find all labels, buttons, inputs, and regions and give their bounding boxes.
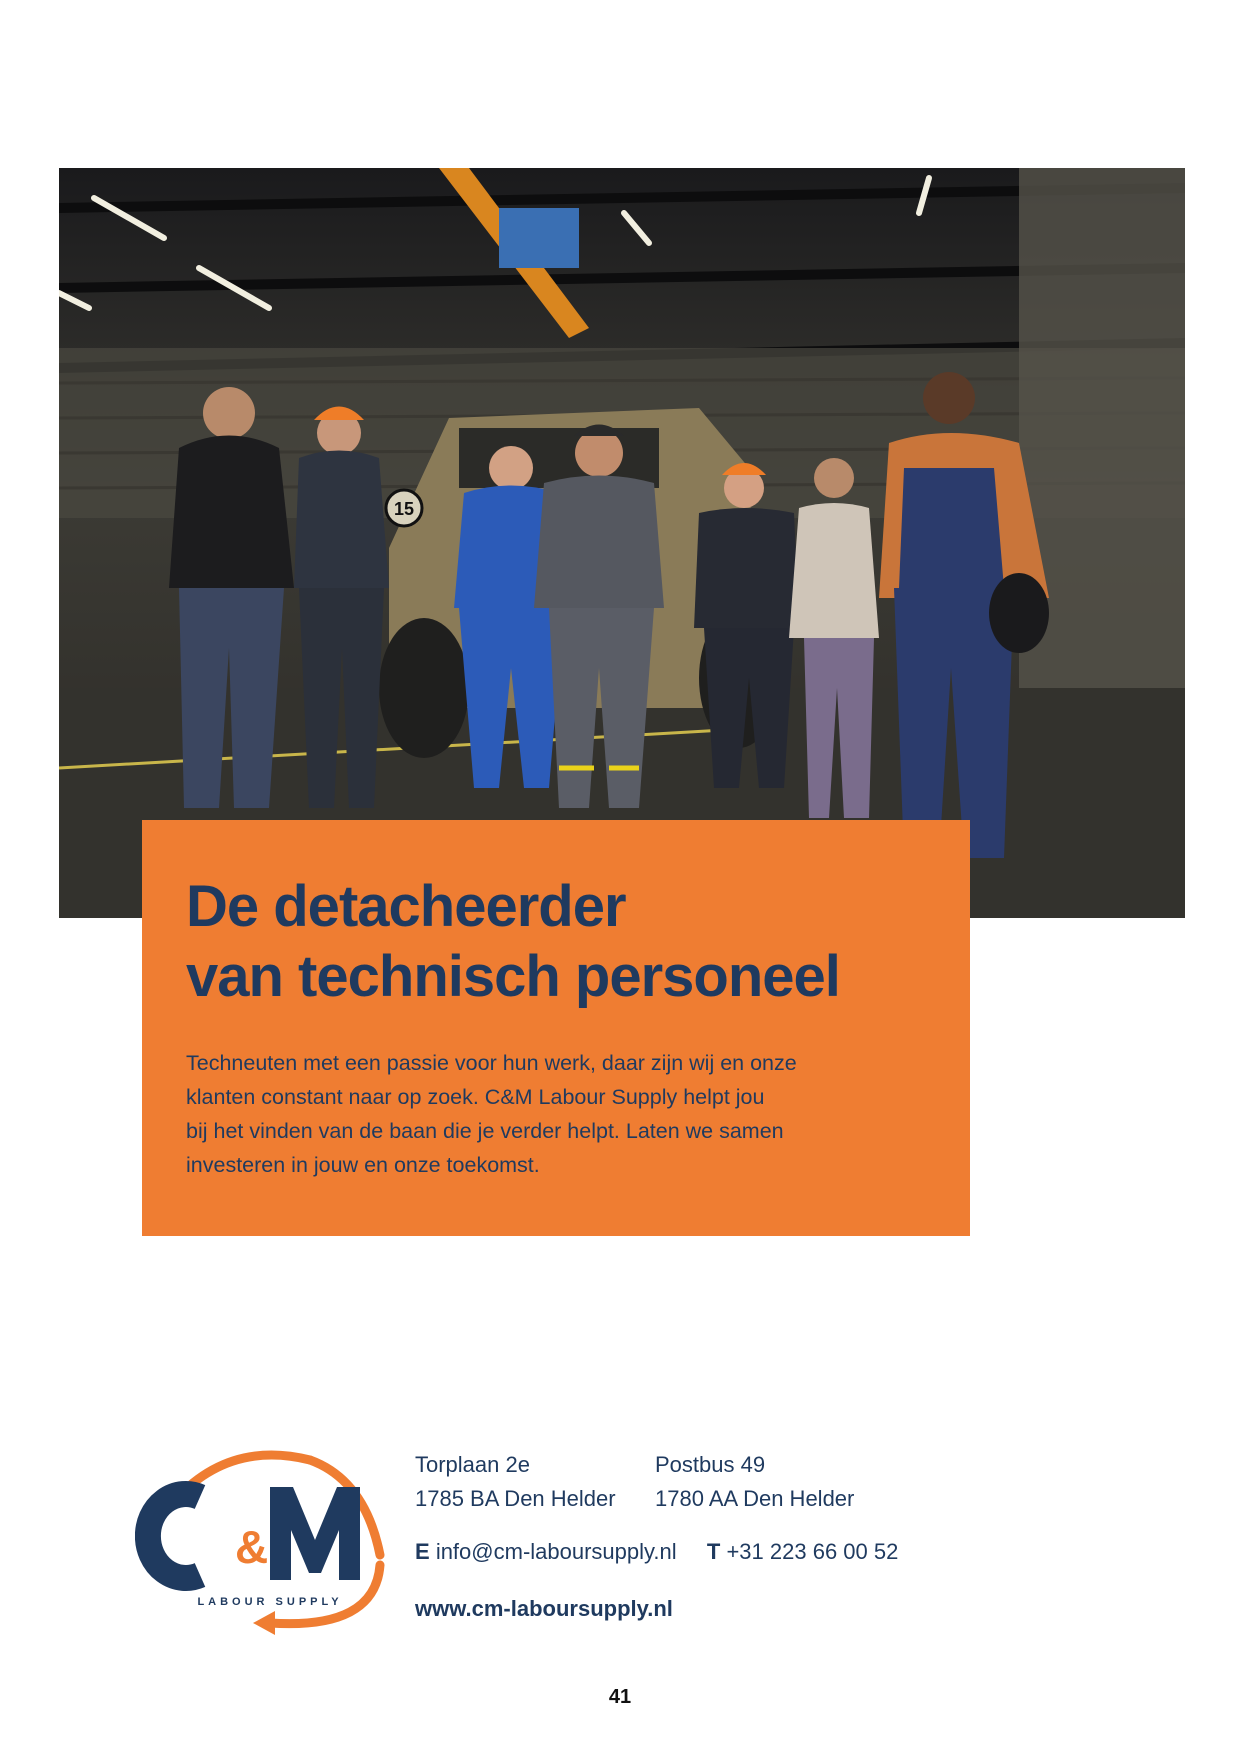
hero-photo xyxy=(59,168,1185,918)
address-city: 1785 BA Den Helder xyxy=(415,1486,616,1511)
intro-line: bij het vinden van de baan die je verder helpt. Laten we samen xyxy=(186,1119,784,1143)
address-visiting xyxy=(415,1448,616,1516)
website-link[interactable]: www.cm-laboursupply.nl xyxy=(415,1596,673,1621)
intro-line: investeren in jouw en onze toekomst. xyxy=(186,1153,540,1177)
address-postal xyxy=(655,1448,854,1516)
svg-text:&: & xyxy=(235,1521,269,1573)
postal-city: 1780 AA Den Helder xyxy=(655,1486,855,1511)
intro-line: klanten constant naar op zoek. C&M Labour Supply helpt jou xyxy=(186,1085,765,1109)
headline-line-2: van technisch personeel xyxy=(186,944,840,1009)
company-logo xyxy=(135,1445,385,1635)
page-number: 41 xyxy=(608,1686,632,1708)
logo-tagline: LABOUR SUPPLY xyxy=(197,1596,343,1608)
phone-label: T xyxy=(706,1539,721,1564)
logo-mark xyxy=(135,1445,385,1635)
phone-number[interactable]: +31 223 66 00 52 xyxy=(726,1539,899,1564)
address-street: Torplaan 2e xyxy=(415,1452,530,1477)
intro-line: Techneuten met een passie voor hun werk, daar zijn wij en onze xyxy=(186,1051,797,1075)
email-label: E xyxy=(415,1539,430,1564)
headline-line-1: De detacheerder xyxy=(186,874,626,939)
intro-text xyxy=(186,1046,906,1182)
postbus: Postbus 49 xyxy=(655,1452,766,1477)
workshop-photo-illustration xyxy=(59,168,1185,918)
intro-panel xyxy=(142,820,970,1236)
contact-line xyxy=(415,1539,898,1565)
vehicle-number: 15 xyxy=(393,499,415,519)
headline xyxy=(186,872,840,1012)
email-link[interactable]: info@cm-laboursupply.nl xyxy=(435,1539,677,1564)
